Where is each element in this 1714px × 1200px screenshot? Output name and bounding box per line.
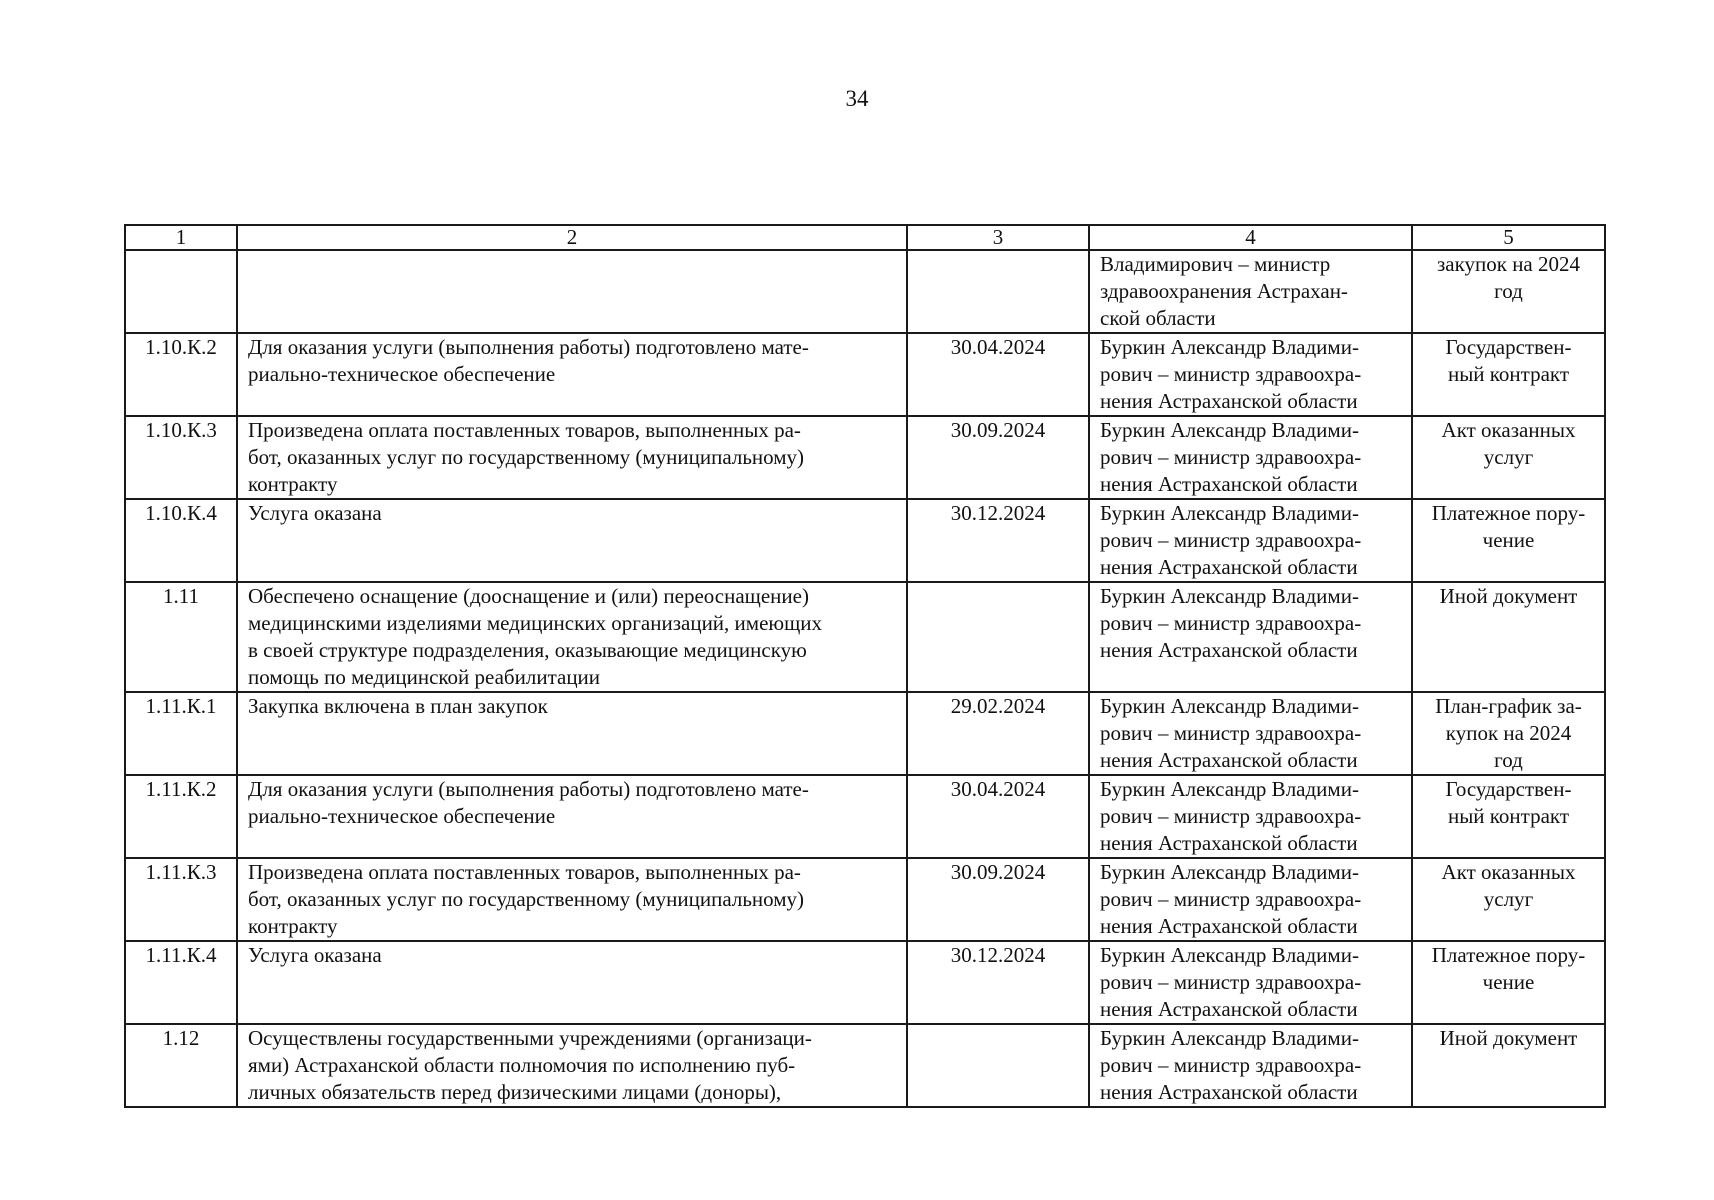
description-cell-line: бот, оказанных услуг по государственному (муниципальному) [248,445,805,469]
deadline-cell: 30.12.2024 [907,941,1089,1024]
description-cell-line: Осуществлены государственными учреждениями (организаци- [248,1026,812,1050]
responsible-cell-line: Буркин Александр Владими- [1100,860,1359,884]
table-row [125,692,1605,775]
document-type-cell [1412,1024,1605,1107]
table-row [125,775,1605,858]
responsible-cell-line: Буркин Александр Владими- [1100,501,1359,525]
description-cell-line: контракту [248,914,338,938]
description-cell [237,775,907,858]
responsible-cell-line: нения Астраханской области [1100,389,1358,413]
item-number-cell: 1.11.К.1 [125,692,237,775]
document-type-cell [1412,582,1605,692]
item-number-cell: 1.12 [125,1024,237,1107]
description-cell [237,582,907,692]
column-header: 4 [1089,225,1412,250]
document-type-cell [1412,416,1605,499]
responsible-cell-line: Буркин Александр Владими- [1100,335,1359,359]
deadline-cell: 30.12.2024 [907,499,1089,582]
document-type-cell-line: Государствен- [1445,777,1572,801]
document-type-cell-line: чение [1482,970,1535,994]
description-cell-line: ями) Астраханской области полномочия по исполнению пуб- [248,1053,796,1077]
description-cell [237,1024,907,1107]
document-type-cell-line: Иной документ [1439,1026,1578,1050]
document-type-cell-line: Акт оказанных [1441,418,1576,442]
description-cell-line: риально-техническое обеспечение [248,804,556,828]
responsible-cell-line: нения Астраханской области [1100,997,1358,1021]
document-type-cell-line: услуг [1483,445,1534,469]
description-cell-line: Произведена оплата поставленных товаров, выполненных ра- [248,418,801,442]
description-cell-line: бот, оказанных услуг по государственному (муниципальному) [248,887,805,911]
responsible-cell-line: рович – министр здравоохра- [1100,528,1362,552]
document-type-cell-line: Иной документ [1439,584,1578,608]
description-cell-line: в своей структуре подразделения, оказывающие медицинскую [248,638,807,662]
document-type-cell-line: услуг [1483,887,1534,911]
item-number-cell: 1.11.К.3 [125,858,237,941]
responsible-cell-line: Буркин Александр Владими- [1100,1026,1359,1050]
description-cell-line: личных обязательств перед физическими лицами (доноры), [248,1080,782,1104]
document-type-cell [1412,858,1605,941]
column-header: 1 [125,225,237,250]
responsible-cell-line: нения Астраханской области [1100,1080,1358,1104]
document-type-cell [1412,499,1605,582]
deadline-cell [907,582,1089,692]
responsible-cell-line: рович – министр здравоохра- [1100,1053,1362,1077]
description-cell-line: Услуга оказана [248,501,382,525]
description-cell-line: Услуга оказана [248,943,382,967]
item-number-cell: 1.10.К.4 [125,499,237,582]
deadline-cell [907,250,1089,333]
document-type-cell [1412,250,1605,333]
deadline-cell [907,1024,1089,1107]
column-header: 2 [237,225,907,250]
table-row [125,582,1605,692]
responsible-cell [1089,499,1412,582]
document-type-cell-line: Платежное пору- [1431,501,1586,525]
responsible-cell-line: рович – министр здравоохра- [1100,887,1362,911]
description-cell-line: риально-техническое обеспечение [248,362,556,386]
responsible-cell-line: Владимирович – министр [1100,252,1331,276]
responsible-cell-line: ской области [1100,306,1216,330]
responsible-cell [1089,692,1412,775]
description-cell-line: Для оказания услуги (выполнения работы) подготовлено мате- [248,777,809,801]
item-number-cell: 1.11.К.2 [125,775,237,858]
item-number-cell [125,250,237,333]
document-type-cell [1412,941,1605,1024]
responsible-cell-line: нения Астраханской области [1100,555,1358,579]
document-type-cell-line: чение [1482,528,1535,552]
column-header: 3 [907,225,1089,250]
table-row [125,416,1605,499]
description-cell-line: Обеспечено оснащение (дооснащение и (или) переоснащение) [248,584,809,608]
description-cell [237,333,907,416]
responsible-cell-line: Буркин Александр Владими- [1100,418,1359,442]
responsible-cell-line: Буркин Александр Владими- [1100,694,1359,718]
table-row [125,499,1605,582]
document-type-cell-line: год [1494,748,1523,772]
document-type-cell-line: План-график за- [1435,694,1582,718]
document-type-cell-line: Государствен- [1445,335,1572,359]
description-cell [237,416,907,499]
item-number-cell: 1.10.К.3 [125,416,237,499]
responsible-cell [1089,1024,1412,1107]
document-type-cell-line: закупок на 2024 [1436,252,1581,276]
table-row [125,250,1605,333]
description-cell [237,941,907,1024]
column-header: 5 [1412,225,1605,250]
document-type-cell-line: купок на 2024 [1445,721,1572,745]
description-cell-line: Произведена оплата поставленных товаров, выполненных ра- [248,860,801,884]
responsible-cell-line: Буркин Александр Владими- [1100,777,1359,801]
item-number-cell: 1.11 [125,582,237,692]
table-row [125,941,1605,1024]
responsible-cell-line: нения Астраханской области [1100,638,1358,662]
responsible-cell-line: рович – министр здравоохра- [1100,362,1362,386]
table-body [125,250,1605,1107]
responsible-cell [1089,416,1412,499]
item-number-cell: 1.11.К.4 [125,941,237,1024]
table-row [125,1024,1605,1107]
page-number: 34 [845,86,869,111]
header-row [125,225,1605,250]
responsible-cell [1089,858,1412,941]
responsible-cell [1089,941,1412,1024]
responsible-cell [1089,250,1412,333]
plan-table [124,224,1606,1108]
document-type-cell-line: Акт оказанных [1441,860,1576,884]
document-type-cell-line: год [1494,279,1523,303]
responsible-cell-line: рович – министр здравоохра- [1100,804,1362,828]
responsible-cell-line: рович – министр здравоохра- [1100,445,1362,469]
table-row [125,858,1605,941]
responsible-cell [1089,333,1412,416]
table-row [125,333,1605,416]
responsible-cell [1089,775,1412,858]
description-cell [237,858,907,941]
description-cell-line: Для оказания услуги (выполнения работы) подготовлено мате- [248,335,809,359]
responsible-cell-line: здравоохранения Астрахан- [1100,279,1348,303]
responsible-cell-line: нения Астраханской области [1100,831,1358,855]
document-type-cell [1412,692,1605,775]
document-type-cell-line: ный контракт [1447,362,1570,386]
item-number-cell: 1.10.К.2 [125,333,237,416]
document-type-cell [1412,775,1605,858]
document-type-cell-line: Платежное пору- [1431,943,1586,967]
description-cell [237,692,907,775]
document-type-cell-line: ный контракт [1447,804,1570,828]
deadline-cell: 30.09.2024 [907,858,1089,941]
responsible-cell-line: нения Астраханской области [1100,472,1358,496]
description-cell-line: помощь по медицинской реабилитации [248,665,601,689]
description-cell [237,499,907,582]
responsible-cell-line: Буркин Александр Владими- [1100,943,1359,967]
responsible-cell-line: рович – министр здравоохра- [1100,721,1362,745]
responsible-cell-line: рович – министр здравоохра- [1100,611,1362,635]
description-cell-line: контракту [248,472,338,496]
responsible-cell [1089,582,1412,692]
description-cell [237,250,907,333]
deadline-cell: 29.02.2024 [907,692,1089,775]
description-cell-line: медицинскими изделиями медицинских организаций, имеющих [248,611,822,635]
responsible-cell-line: нения Астраханской области [1100,748,1358,772]
deadline-cell: 30.04.2024 [907,775,1089,858]
deadline-cell: 30.09.2024 [907,416,1089,499]
description-cell-line: Закупка включена в план закупок [248,694,548,718]
deadline-cell: 30.04.2024 [907,333,1089,416]
responsible-cell-line: рович – министр здравоохра- [1100,970,1362,994]
document-type-cell [1412,333,1605,416]
responsible-cell-line: нения Астраханской области [1100,914,1358,938]
responsible-cell-line: Буркин Александр Владими- [1100,584,1359,608]
